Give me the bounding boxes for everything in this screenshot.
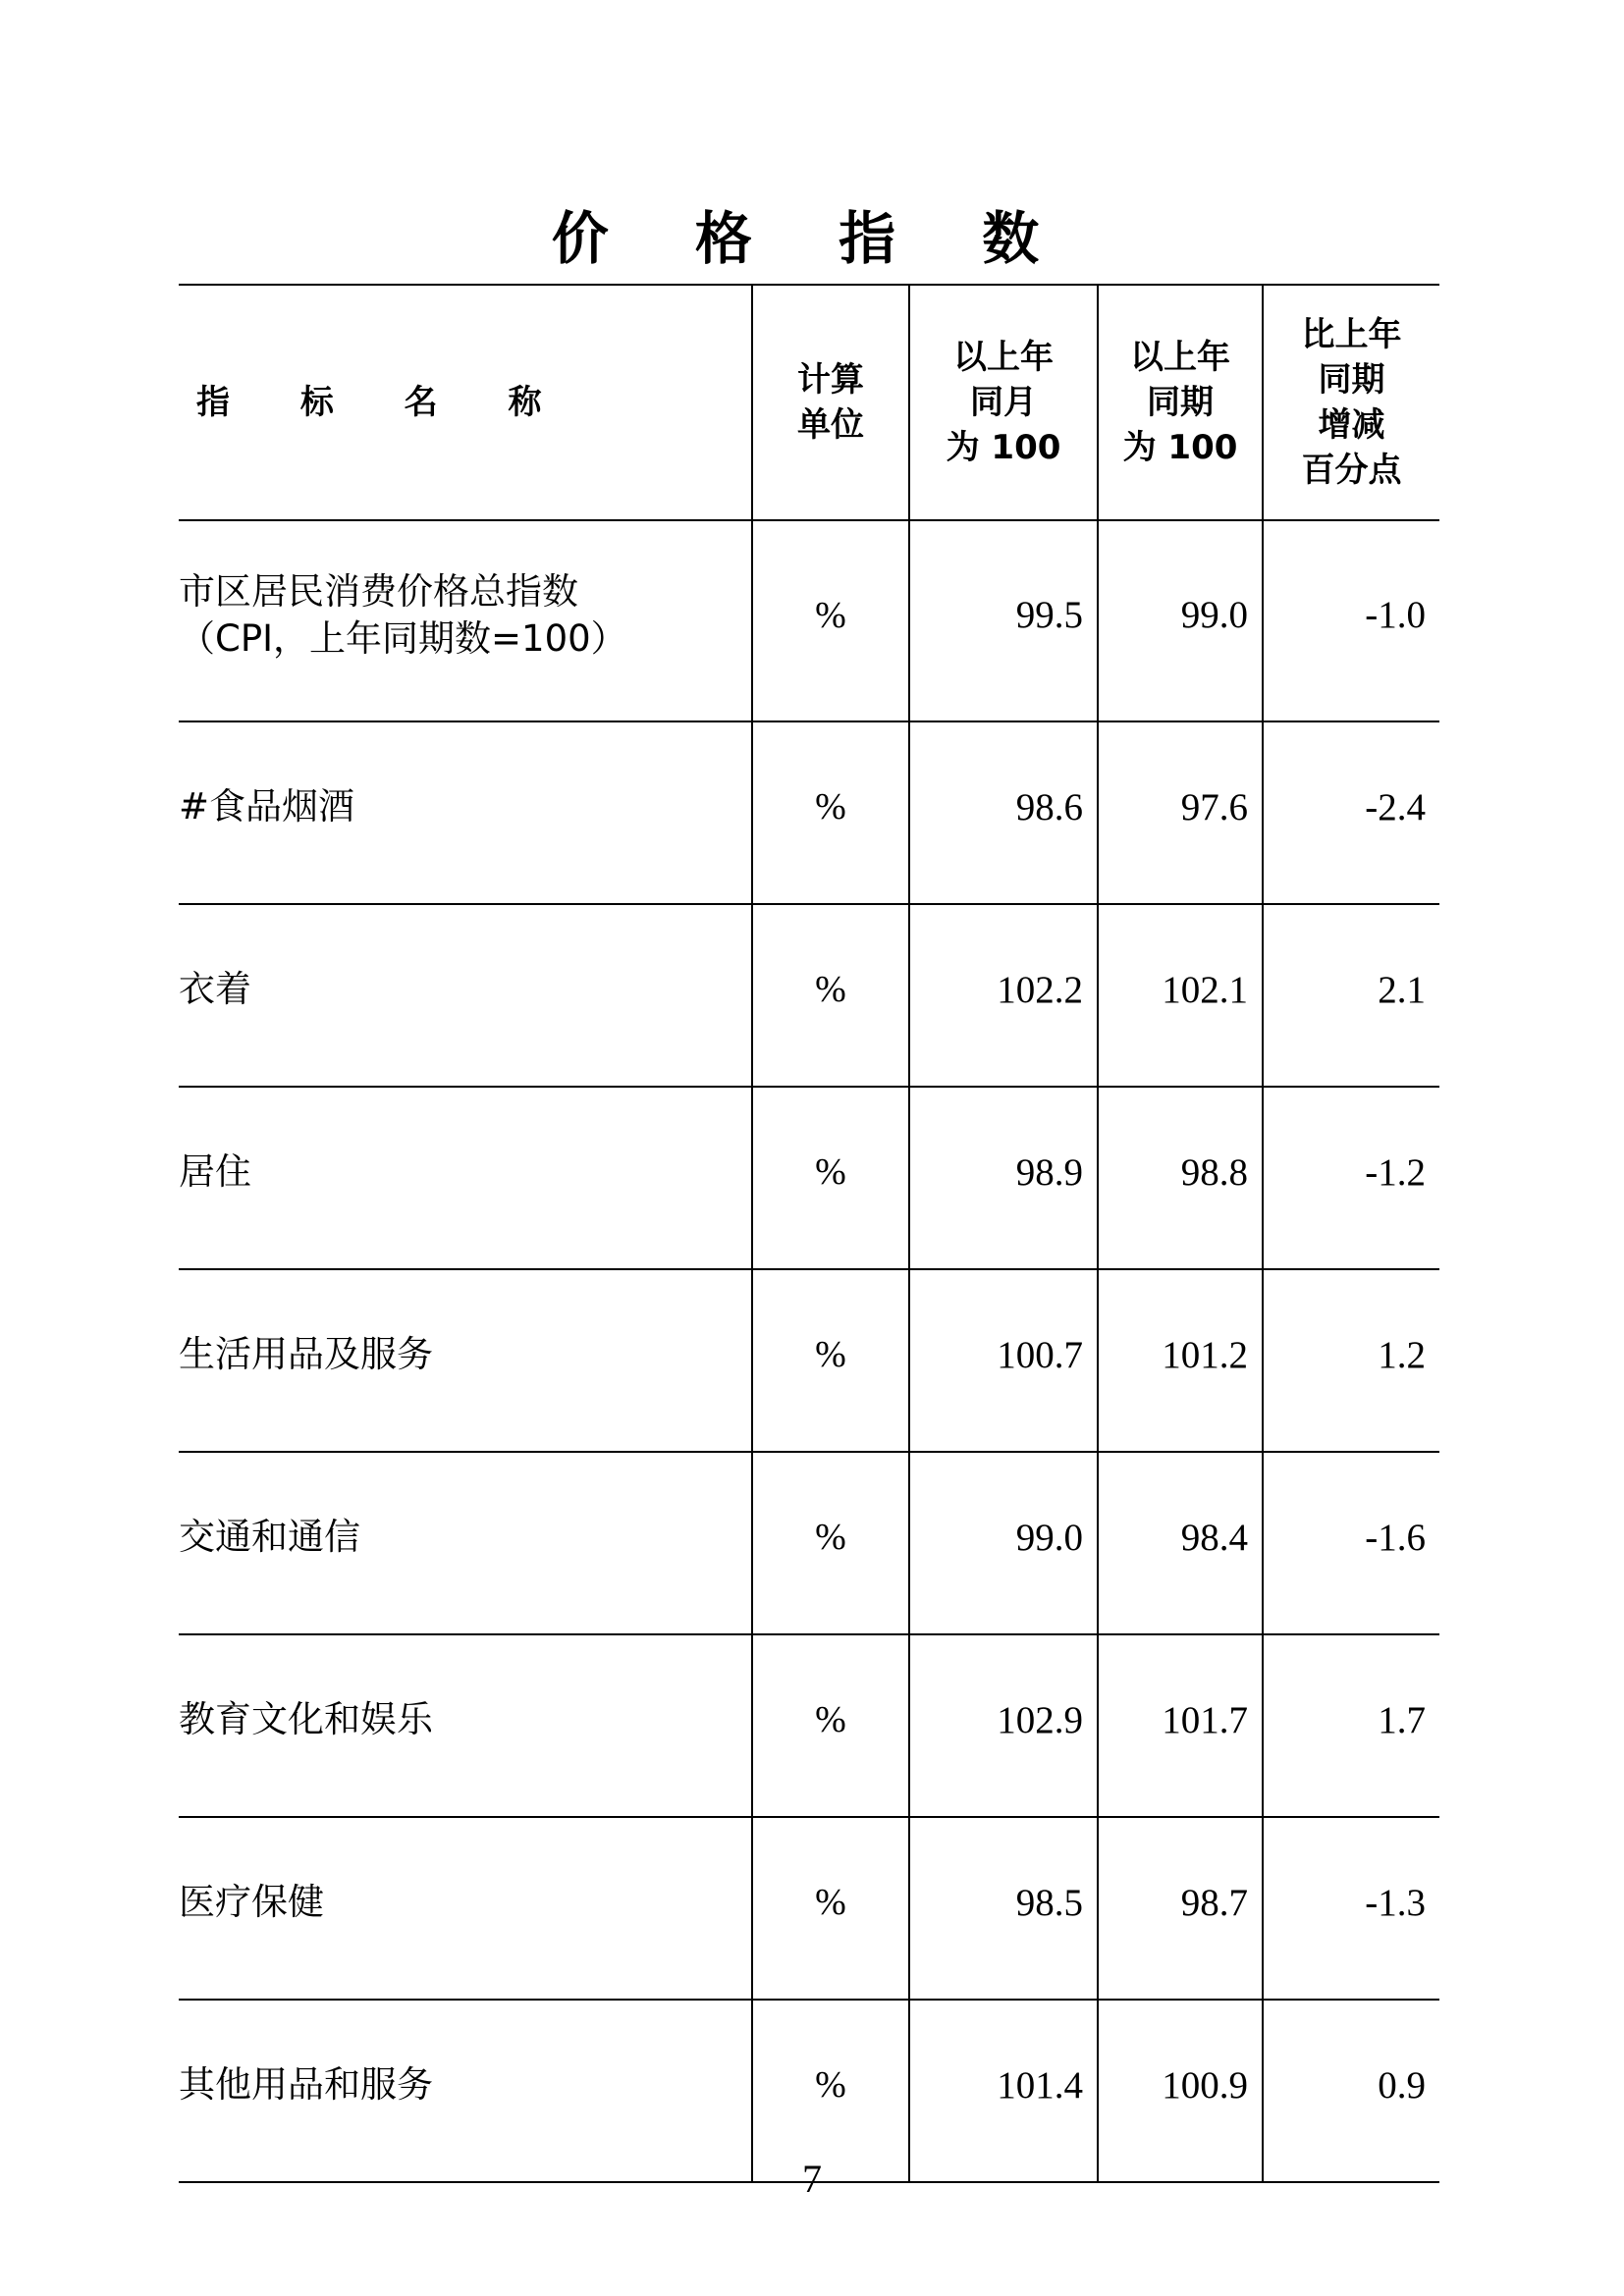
- header-unit: [752, 285, 909, 520]
- header-same-month-line: 为 100: [946, 428, 1061, 467]
- change-cell: -1.6: [1263, 1452, 1439, 1634]
- header-same-month: [909, 285, 1098, 520]
- change-cell: 2.1: [1263, 904, 1439, 1087]
- unit-cell: %: [752, 904, 909, 1087]
- table-row: [179, 1634, 1439, 1817]
- table-row: [179, 1452, 1439, 1634]
- change-cell: -2.4: [1263, 721, 1439, 904]
- indicator-name: 医疗保健: [179, 1817, 752, 2000]
- table-header-row: [179, 285, 1439, 520]
- table-row: [179, 1087, 1439, 1269]
- change-cell: -1.2: [1263, 1087, 1439, 1269]
- unit-cell: %: [752, 1634, 909, 1817]
- same-period-cell: 98.7: [1098, 1817, 1263, 2000]
- unit-cell: %: [752, 520, 909, 721]
- same-month-cell: 102.9: [909, 1634, 1098, 1817]
- same-month-cell: 98.6: [909, 721, 1098, 904]
- same-month-cell: 99.0: [909, 1452, 1098, 1634]
- indicator-name: 市区居民消费价格总指数: [179, 569, 578, 613]
- header-same-period-line: 以上年: [1130, 338, 1230, 377]
- header-same-period-line: 同期: [1147, 383, 1214, 422]
- same-period-cell: 101.7: [1098, 1634, 1263, 1817]
- same-month-cell: 98.5: [909, 1817, 1098, 2000]
- unit-cell: %: [752, 2000, 909, 2182]
- same-period-cell: 98.4: [1098, 1452, 1263, 1634]
- indicator-name: 居住: [179, 1087, 752, 1269]
- change-cell: 1.7: [1263, 1634, 1439, 1817]
- page-number: 7: [802, 2157, 822, 2201]
- indicator-name-cell: [179, 520, 752, 721]
- unit-cell: %: [752, 1817, 909, 2000]
- table-row: [179, 1269, 1439, 1452]
- indicator-name-sub: （CPI，上年同期数=100）: [179, 616, 627, 660]
- indicator-name: 交通和通信: [179, 1452, 752, 1634]
- indicator-name: 其他用品和服务: [179, 2000, 752, 2182]
- header-same-month-line: 以上年: [953, 338, 1054, 377]
- header-change-line: 百分点: [1301, 451, 1402, 490]
- table-row: [179, 721, 1439, 904]
- same-period-cell: 100.9: [1098, 2000, 1263, 2182]
- header-same-period: [1098, 285, 1263, 520]
- unit-cell: %: [752, 721, 909, 904]
- header-same-period-line: 为 100: [1122, 428, 1238, 467]
- same-month-cell: 102.2: [909, 904, 1098, 1087]
- header-change-line: 增减: [1318, 405, 1385, 445]
- same-month-cell: 101.4: [909, 2000, 1098, 2182]
- indicator-name: 生活用品及服务: [179, 1269, 752, 1452]
- same-period-cell: 101.2: [1098, 1269, 1263, 1452]
- unit-cell: %: [752, 1087, 909, 1269]
- table-row: [179, 520, 1439, 721]
- table-row: [179, 1817, 1439, 2000]
- unit-cell: %: [752, 1269, 909, 1452]
- same-period-cell: 102.1: [1098, 904, 1263, 1087]
- indicator-name: 教育文化和娱乐: [179, 1634, 752, 1817]
- header-same-month-line: 同月: [970, 383, 1037, 422]
- change-cell: 1.2: [1263, 1269, 1439, 1452]
- unit-cell: %: [752, 1452, 909, 1634]
- header-indicator-name: 指 标 名 称: [179, 285, 752, 520]
- same-period-cell: 98.8: [1098, 1087, 1263, 1269]
- header-unit-line: 单位: [797, 405, 864, 445]
- indicator-name: #食品烟酒: [179, 721, 752, 904]
- indicator-name: 衣着: [179, 904, 752, 1087]
- change-cell: -1.3: [1263, 1817, 1439, 2000]
- header-unit-line: 计算: [797, 360, 864, 400]
- same-month-cell: 99.5: [909, 520, 1098, 721]
- change-cell: -1.0: [1263, 520, 1439, 721]
- same-period-cell: 97.6: [1098, 721, 1263, 904]
- page-title: 价 格 指 数: [551, 205, 1073, 272]
- header-change: [1263, 285, 1439, 520]
- same-month-cell: 100.7: [909, 1269, 1098, 1452]
- change-cell: 0.9: [1263, 2000, 1439, 2182]
- same-period-cell: 99.0: [1098, 520, 1263, 721]
- header-change-line: 同期: [1318, 360, 1385, 400]
- header-change-line: 比上年: [1301, 315, 1402, 354]
- table-row: [179, 904, 1439, 1087]
- price-index-table: [179, 284, 1439, 2183]
- same-month-cell: 98.9: [909, 1087, 1098, 1269]
